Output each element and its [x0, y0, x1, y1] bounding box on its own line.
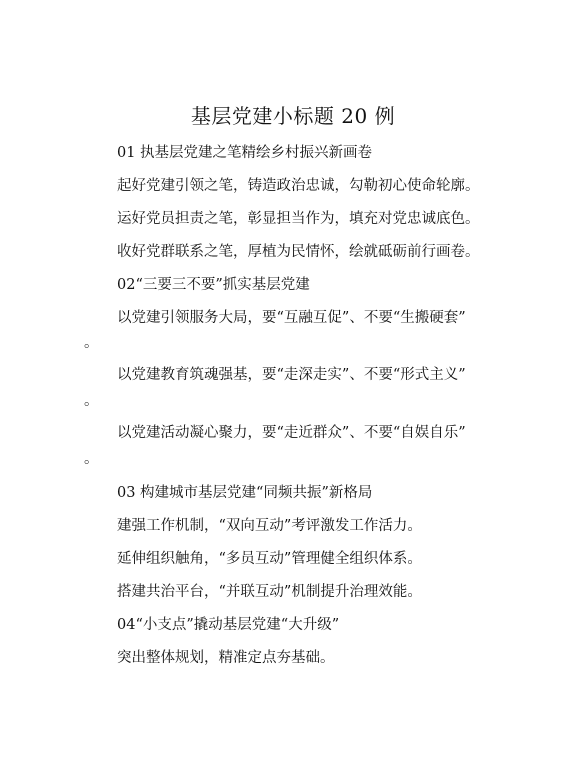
paragraph-line: 以党建教育筑魂强基，要“走深走实”、不要“形式主义”	[117, 367, 466, 383]
paragraph-line-wrap: 。	[84, 335, 99, 351]
paragraph-line: 搭建共治平台，“并联互动”机制提升治理效能。	[117, 584, 422, 600]
paragraph-line-wrap: 。	[84, 451, 99, 467]
paragraph-line: 延伸组织触角，“多员互动”管理健全组织体系。	[117, 551, 422, 567]
section-heading-04: 04“小支点”撬动基层党建“大升级”	[117, 617, 340, 633]
paragraph-line: 建强工作机制，“双向互动”考评激发工作活力。	[117, 518, 422, 534]
paragraph-line: 运好党员担责之笔，彰显担当作为，填充对党忠诚底色。	[117, 211, 480, 227]
document-title: 基层党建小标题 20 例	[190, 104, 396, 128]
section-heading-01: 01 执基层党建之笔精绘乡村振兴新画卷	[117, 145, 373, 161]
section-heading-03: 03 构建城市基层党建“同频共振”新格局	[117, 485, 373, 501]
paragraph-line: 起好党建引领之笔，铸造政治忠诚，勾勒初心使命轮廓。	[117, 178, 480, 194]
paragraph-line-wrap: 。	[84, 393, 99, 409]
paragraph-line: 收好党群联系之笔，厚植为民情怀，绘就砥砺前行画卷。	[117, 244, 480, 260]
section-heading-02: 02“三要三不要”抓实基层党建	[117, 277, 310, 293]
paragraph-line: 以党建引领服务大局，要“互融互促”、不要“生搬硬套”	[117, 310, 466, 326]
paragraph-line: 突出整体规划，精准定点夯基础。	[117, 650, 335, 666]
paragraph-line: 以党建活动凝心聚力，要“走近群众”、不要“自娱自乐”	[117, 425, 466, 441]
